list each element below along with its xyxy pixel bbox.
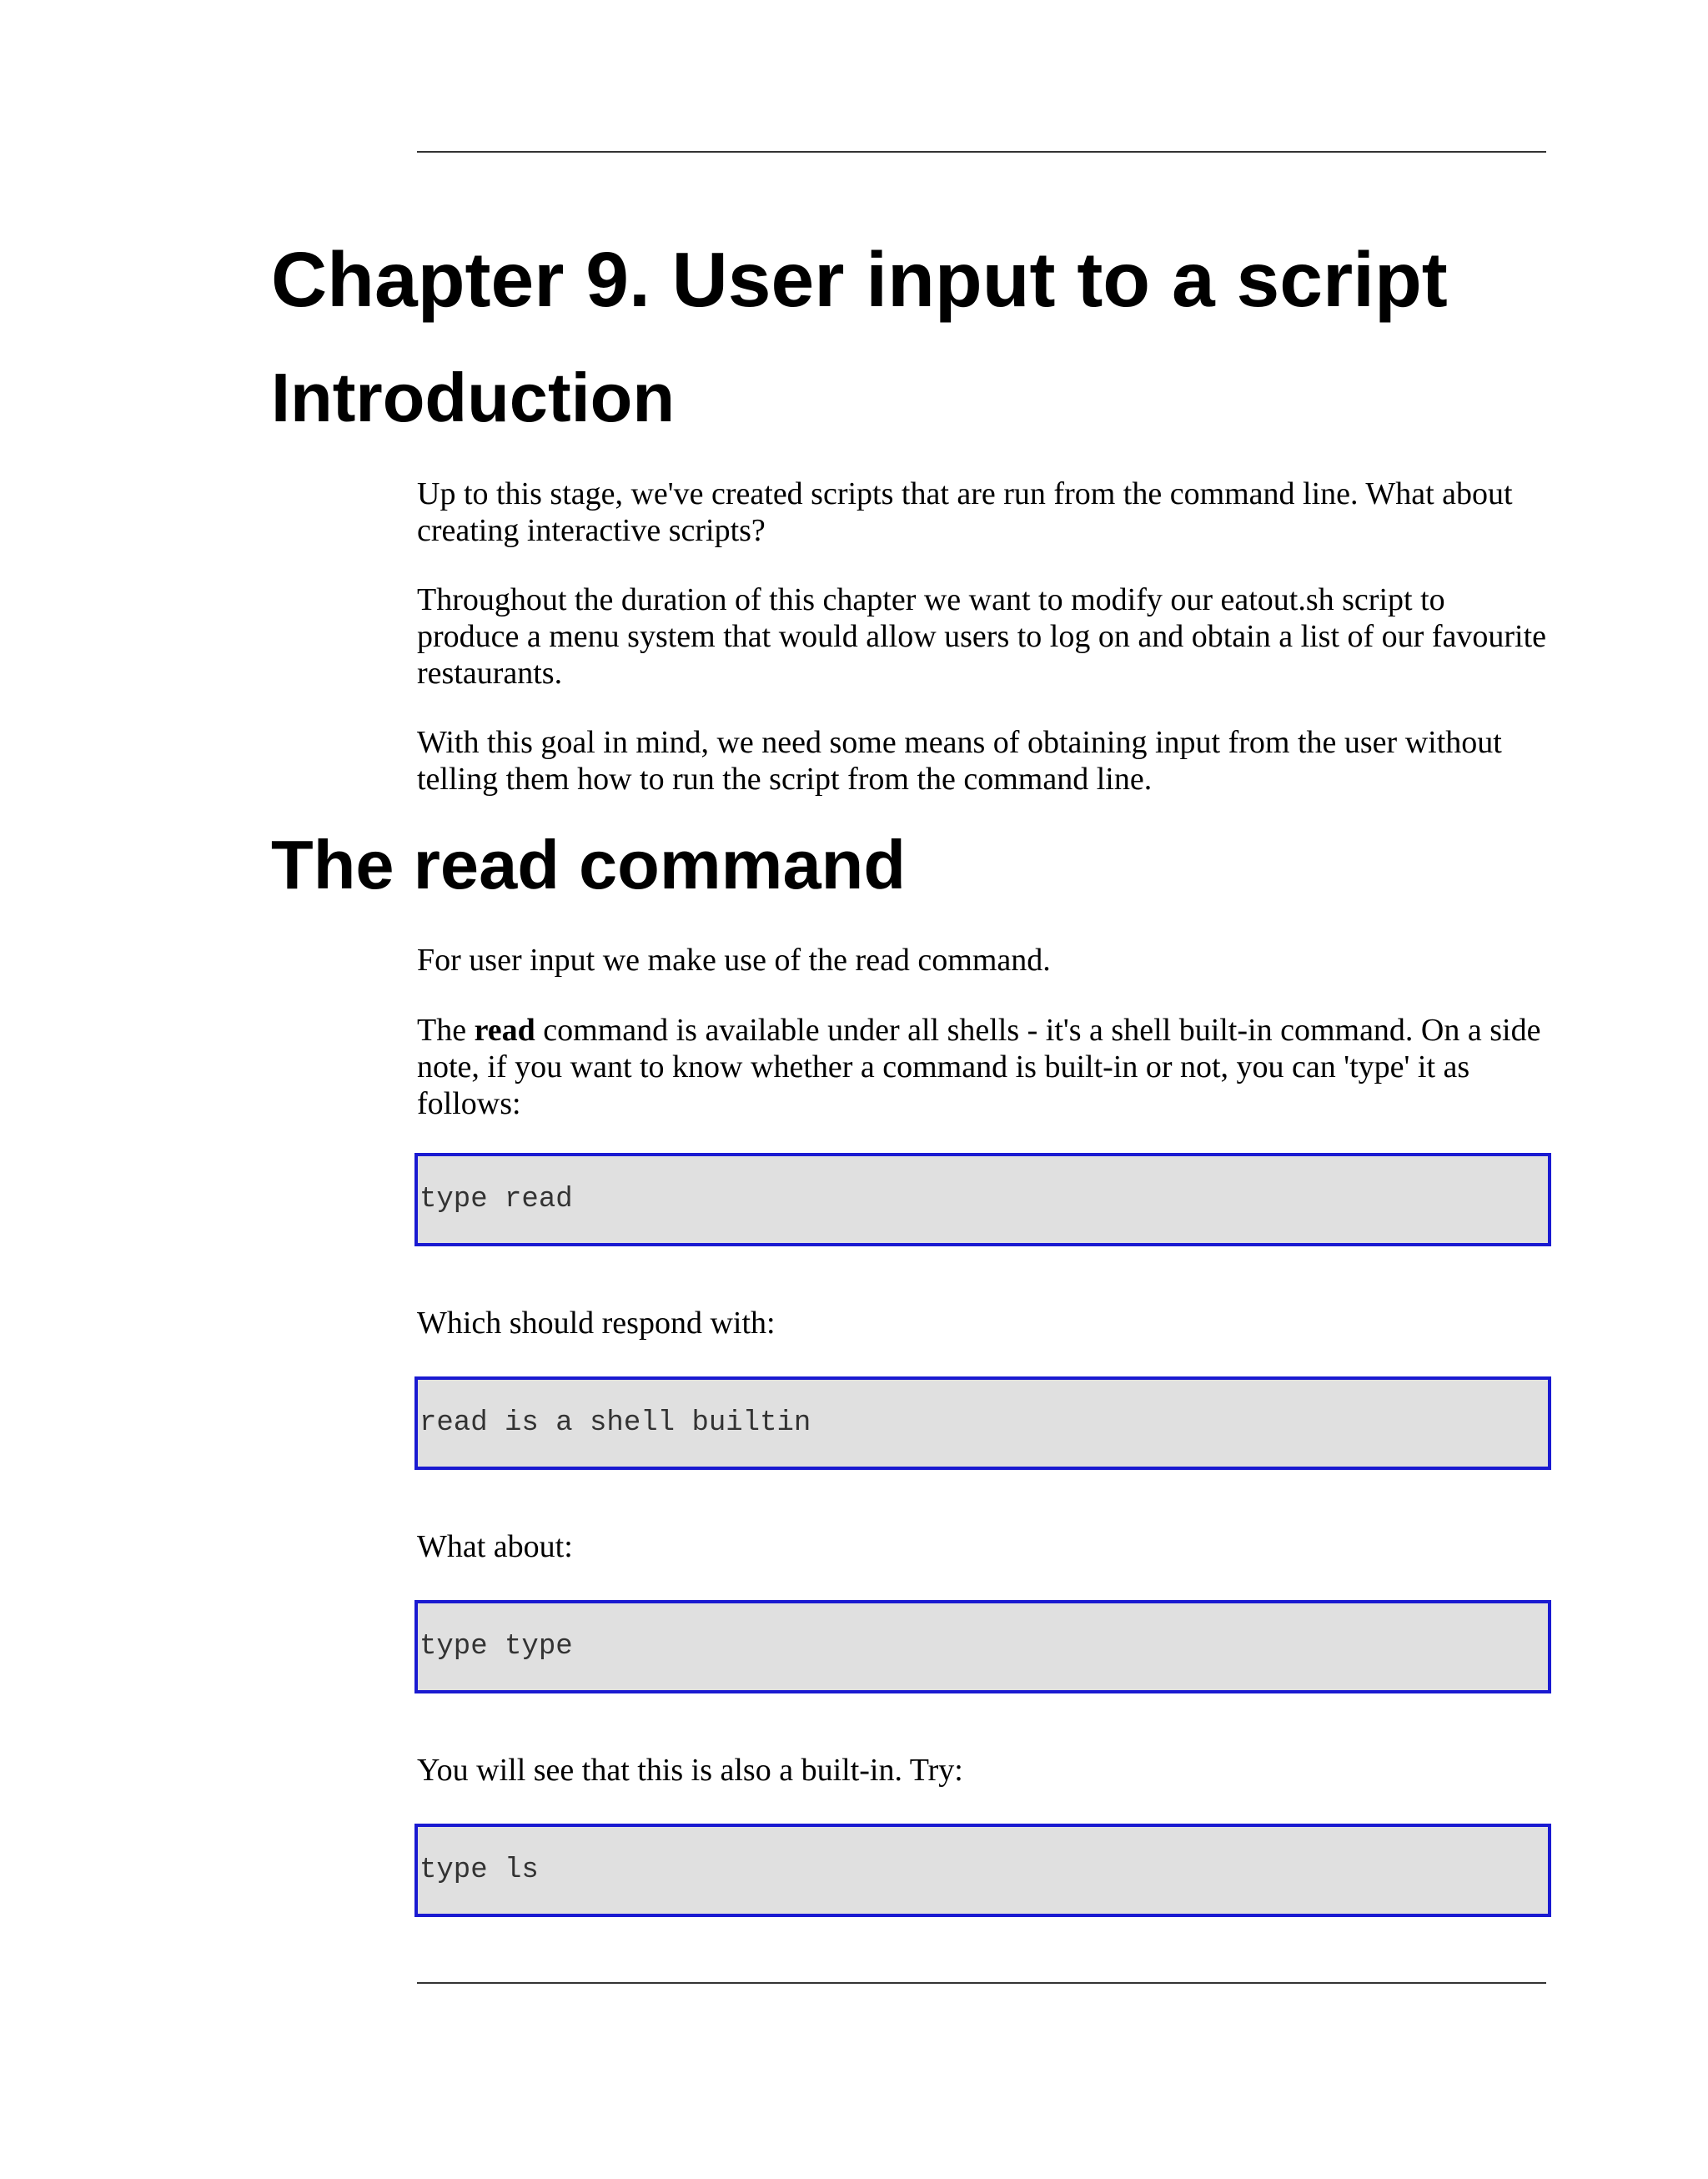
intro-paragraph-2: Throughout the duration of this chapter we want to modify our eatout.sh script to produce a menu system that would allow users to log on and obtain a list of our favourite restaurants.: [417, 582, 1546, 691]
read-keyword: read: [474, 1013, 535, 1048]
read-paragraph-4: What about:: [417, 1529, 573, 1564]
intro-paragraph-3: With this goal in mind, we need some means of obtaining input from the user without telling them how to run the script from the command line.: [417, 725, 1502, 797]
read-paragraph-1: For user input we make use of the read command.: [417, 943, 1051, 978]
code-block-type-type: [414, 1600, 1551, 1693]
read-paragraph-5: You will see that this is also a built-in. Try:: [417, 1753, 963, 1788]
code-text: type read: [419, 1184, 573, 1215]
code-text: type type: [419, 1631, 573, 1663]
code-block-read-output: [414, 1376, 1551, 1470]
chapter-title: Chapter 9. User input to a script: [271, 236, 1448, 323]
code-text: type ls: [419, 1854, 539, 1886]
intro-paragraph-1: Up to this stage, we've created scripts that are run from the command line. What about creating interactive scripts?: [417, 476, 1513, 548]
code-block-type-read: [414, 1153, 1551, 1246]
read-paragraph-2: [417, 1012, 1551, 1122]
read-paragraph-2-rest: command is available under all shells - it's a shell built-in command. On a side note, if you want to know whether a command is built-in or not, you can 'type' it as follows:: [417, 1013, 1541, 1121]
header-rule: [417, 151, 1546, 153]
read-paragraph-3: Which should respond with:: [417, 1306, 776, 1341]
code-text: read is a shell builtin: [419, 1407, 811, 1439]
footer-rule: [417, 1982, 1546, 1984]
section-heading-introduction: Introduction: [271, 359, 676, 436]
section-heading-read-command: The read command: [271, 826, 907, 903]
code-block-type-ls: [414, 1824, 1551, 1917]
read-paragraph-2-lead: The: [417, 1013, 475, 1048]
